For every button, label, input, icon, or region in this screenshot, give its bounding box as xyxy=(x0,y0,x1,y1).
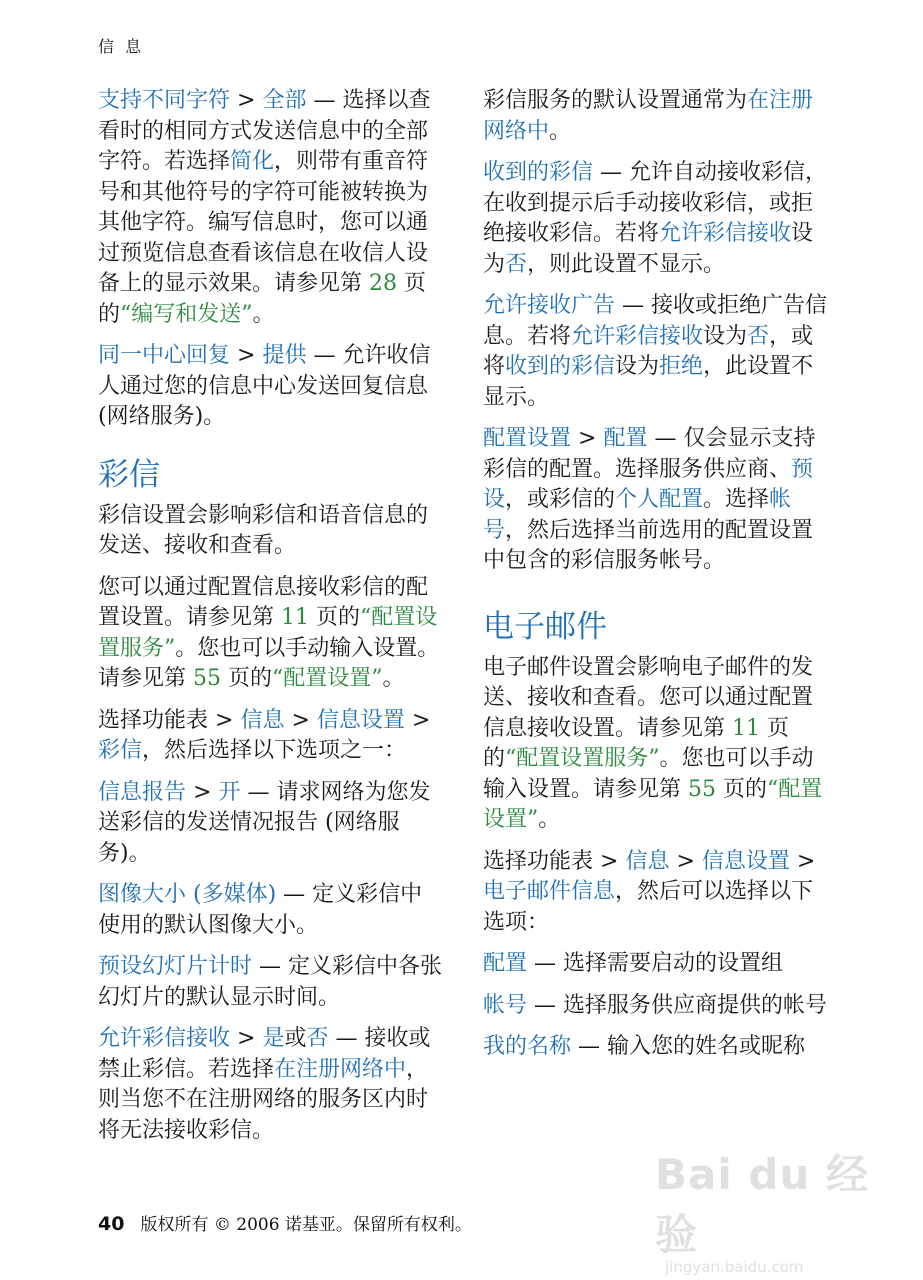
option-name: 预设幻灯片计时 xyxy=(98,954,253,979)
option-value: 在注册网络中 xyxy=(274,1056,407,1082)
option-value: 全部 xyxy=(262,88,307,113)
text: 设为 xyxy=(615,354,660,379)
option-value: 拒绝 xyxy=(659,354,704,379)
option-value: 配置 xyxy=(603,426,648,451)
page-ref: 28 xyxy=(369,271,397,296)
text: ，然后选择以下选项之一： xyxy=(142,738,407,763)
text: ，此设置不显示。 xyxy=(483,354,814,410)
text: 。 xyxy=(382,666,405,691)
right-column xyxy=(483,86,828,1074)
option-value: 在注册网络中 xyxy=(483,88,814,144)
text: 设为 xyxy=(483,221,814,277)
running-header: 信 息 xyxy=(98,37,145,56)
separator: > xyxy=(230,343,263,368)
option-value: 是 xyxy=(262,1026,285,1051)
text: — 定义彩信中各张幻灯片的默认显示时间。 xyxy=(98,954,443,1010)
option-value: 帐号 xyxy=(483,487,792,543)
section-ref: “配置设置” xyxy=(272,666,383,691)
page-footer xyxy=(98,1210,472,1235)
text: — 定义彩信中使用的默认图像大小。 xyxy=(98,882,423,938)
text: 。选择 xyxy=(703,487,770,512)
separator: > xyxy=(404,707,431,733)
paragraph-received-mms xyxy=(483,158,828,280)
option-name: 信息报告 xyxy=(98,779,187,805)
text: — 选择服务供应商提供的帐号 xyxy=(527,992,828,1018)
option-name: 帐号 xyxy=(483,992,528,1018)
option-value: 简化 xyxy=(230,149,275,174)
menu-item: 信息设置 xyxy=(316,707,405,733)
text: 选择 xyxy=(98,707,143,733)
menu-item: 彩信 xyxy=(98,738,143,763)
paragraph-config-settings xyxy=(483,424,828,577)
menu-item: 信息 xyxy=(240,707,285,733)
paragraph-mms-config xyxy=(98,573,443,695)
text: 彩信服务的默认设置通常为 xyxy=(483,88,748,113)
menu-item: 信息设置 xyxy=(701,848,790,874)
option-value: 提供 xyxy=(262,343,307,368)
separator: > xyxy=(230,88,263,113)
text: 页的 xyxy=(483,715,789,771)
text: ，或将 xyxy=(483,323,814,379)
page-ref: 55 xyxy=(688,776,716,802)
text: 页的 xyxy=(98,271,426,327)
separator: > xyxy=(208,707,241,733)
option-name: 同一中心回复 xyxy=(98,343,231,368)
text: 。 xyxy=(252,301,275,327)
watermark-logo: Bai du 经验 xyxy=(655,1150,869,1259)
text: 。 xyxy=(549,118,572,144)
text: 页的 xyxy=(716,776,767,802)
paragraph-image-size xyxy=(98,880,443,941)
option-name: 支持不同字符 xyxy=(98,88,231,113)
text: ，则带有重音符号和其他符号的字符可能被转换为其他字符。编写信息时，您可以通过预览信息查看该信息在收信人设备上的显示效果。请参见第 xyxy=(98,149,429,296)
option-name: 收到的彩信 xyxy=(483,160,594,185)
paragraph-email-account xyxy=(483,991,828,1022)
text: 。 xyxy=(538,807,561,832)
paragraph-email-menu-path xyxy=(483,847,828,939)
text: — 请求网络为您发送彩信的发送情况报告 (网络服务)。 xyxy=(98,779,431,866)
text: 页的 xyxy=(309,605,360,630)
separator: > xyxy=(571,426,604,451)
option-name: 图像大小 (多媒体) xyxy=(98,882,277,907)
separator: > xyxy=(669,848,702,874)
option-value: 开 xyxy=(218,779,241,805)
text: — 仅会显示支持彩信的配置。选择服务供应商、 xyxy=(483,426,816,482)
text: ，然后选择当前选用的配置设置中包含的彩信服务帐号。 xyxy=(483,517,814,573)
option-value: 个人配置 xyxy=(615,487,704,512)
text: ，或彩信的 xyxy=(505,487,616,512)
text: ，则此设置不显示。 xyxy=(527,251,726,277)
paragraph-reply-center xyxy=(98,341,443,433)
paragraph-email-config xyxy=(483,949,828,980)
text: — 选择以查看时的相同方式发送信息中的全部字符。若选择 xyxy=(98,88,431,174)
separator: > xyxy=(789,848,816,874)
text: 您可以通过配置信息接收彩信的配置设置。请参见第 xyxy=(98,574,429,630)
text: 。您也可以手动输入设置。请参见第 xyxy=(483,746,814,802)
text: — 允许收信人通过您的信息中心发送回复信息 (网络服务)。 xyxy=(98,343,431,429)
option-value: 否 xyxy=(306,1026,329,1051)
page-ref: 11 xyxy=(281,605,309,630)
text: — 允许自动接收彩信，在收到提示后手动接收彩信，或拒绝接收彩信。若将 xyxy=(483,160,828,246)
option-name: 允许接收广告 xyxy=(483,293,616,318)
paragraph-mms-menu-path xyxy=(98,706,443,767)
paragraph-default-setting xyxy=(483,86,828,147)
text: 或 xyxy=(284,1026,307,1051)
menu-keyword: 功能表 xyxy=(142,707,209,733)
text: — 接收或拒绝广告信息。若将 xyxy=(483,293,828,349)
option-name: 收到的彩信 xyxy=(505,354,616,379)
separator: > xyxy=(186,779,219,805)
paragraph-mms-intro: 彩信设置会影响彩信和语音信息的发送、接收和查看。 xyxy=(98,502,429,558)
watermark xyxy=(655,1142,895,1276)
heading-email: 电子邮件 xyxy=(483,608,607,645)
paragraph-allow-ads xyxy=(483,291,828,413)
paragraph-email-intro xyxy=(483,653,828,836)
paragraph-delivery-report xyxy=(98,778,443,870)
page-ref: 55 xyxy=(193,666,221,691)
text: ，则当您不在注册网络的服务区内时将无法接收彩信。 xyxy=(98,1056,429,1143)
text: 。您也可以手动输入设置。请参见第 xyxy=(98,635,440,691)
paragraph-email-myname xyxy=(483,1032,828,1063)
paragraph-allow-mms xyxy=(98,1024,443,1146)
text: — 选择需要启动的设置组 xyxy=(527,951,784,976)
separator: > xyxy=(230,1026,263,1051)
separator: > xyxy=(284,707,317,733)
separator: > xyxy=(593,848,626,874)
text: 电子邮件设置会影响电子邮件的发送、接收和查看。您可以通过配置信息接收设置。请参见第 xyxy=(483,654,814,741)
text: — 接收或禁止彩信。若选择 xyxy=(98,1026,431,1082)
text: — 输入您的姓名或昵称 xyxy=(571,1034,806,1059)
paragraph-slide-timing xyxy=(98,952,443,1013)
copyright-notice: 版权所有 © 2006 诺基亚。保留所有权利。 xyxy=(140,1215,472,1235)
text: 页的 xyxy=(221,666,272,691)
option-value: 否 xyxy=(505,251,528,277)
option-name: 允许彩信接收 xyxy=(659,221,792,246)
option-value: 否 xyxy=(747,323,770,349)
option-name: 配置 xyxy=(483,951,528,976)
option-value: 预设 xyxy=(483,456,814,512)
text: 设为 xyxy=(703,323,748,349)
left-column xyxy=(98,86,443,1157)
menu-keyword: 功能表 xyxy=(527,848,594,874)
watermark-url: jingyan.baidu.com xyxy=(665,1258,804,1276)
menu-item: 电子邮件信息 xyxy=(483,879,616,904)
heading-mms: 彩信 xyxy=(98,456,160,493)
option-name: 允许彩信接收 xyxy=(98,1026,231,1051)
text: 选择 xyxy=(483,848,528,874)
section-ref: “配置设置服务” xyxy=(98,605,438,661)
menu-item: 信息 xyxy=(625,848,670,874)
text: ，然后可以选择以下选项： xyxy=(483,879,814,935)
option-name: 配置设置 xyxy=(483,426,572,451)
page-ref: 11 xyxy=(732,715,760,741)
option-name: 我的名称 xyxy=(483,1034,572,1059)
option-name: 允许彩信接收 xyxy=(571,323,704,349)
paragraph-char-support xyxy=(98,86,443,330)
page-number: 40 xyxy=(98,1213,125,1235)
section-ref: “编写和发送” xyxy=(120,301,253,327)
section-ref: “配置设置” xyxy=(483,776,823,832)
section-ref: “配置设置服务” xyxy=(505,746,660,771)
